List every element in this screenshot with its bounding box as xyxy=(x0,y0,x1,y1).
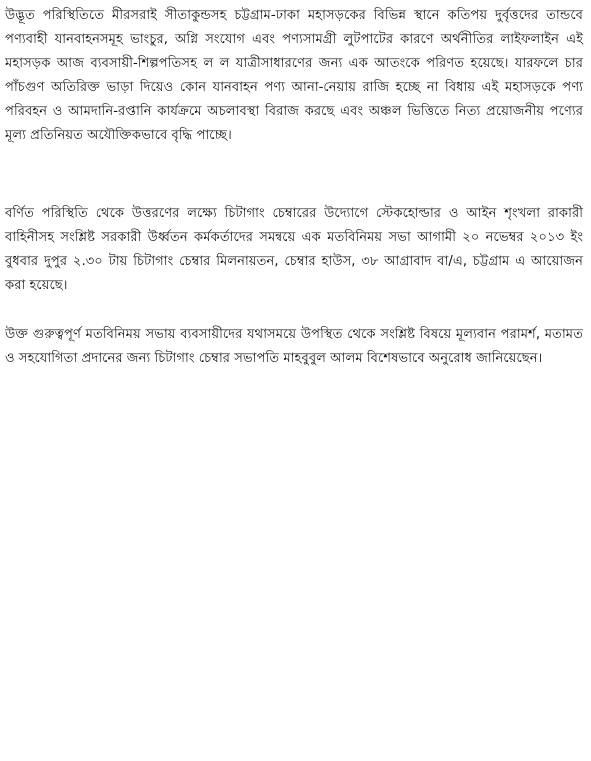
paragraph-request: উক্ত গুরুত্বপূর্ণ মতবিনিময় সভায় ব্যবসায়ীদের যথাসময়ে উপস্থিত থেকে সংশ্লিষ্ট বিষয়ে মূল্যবান পরামর্শ, মতামত ও সহযোগিতা প্রদানের জন্য চিটাগাং চেম্বার সভাপতি মাহবুবুল আলম বিশেষভাবে অনুরোধ জানিয়েছেন। xyxy=(5,327,583,366)
paragraph-meeting-announcement: বর্ণিত পরিস্থিতি থেকে উত্তরণের লক্ষ্যে চিটাগাং চেম্বারের উদ্যোগে স্টেকহোল্ডার ও আইন শৃংখলা রাকারী বাহিনীসহ সংশ্লিষ্ট সরকারী উর্ধ্বতন কর্মকর্তাদের সমন্বয়ে এক মতবিনিময় সভা আগামী ২০ নভেম্বর ২০১৩ ইং বুধবার দুপুর ২.৩০ টায় চিটাগাং চেম্বার মিলনায়তন, চেম্বার হাউস, ৩৮ আগ্রাবাদ বা/এ, চট্টগ্রাম এ আয়োজন করা হয়েছে। xyxy=(5,206,583,293)
paragraph-situation: উদ্ভূত পরিস্থিতিতে মীরসরাই সীতাকুন্ডসহ চট্টগ্রাম-ঢাকা মহাসড়কের বিভিন্ন স্থানে কতিপয় দুর্বৃত্তদের তান্ডবে পণ্যবাহী যানবাহনসমূহ ভাংচুর, অগ্নি সংযোগ এবং পণ্যসামগ্রী লুটপাটের কারণে অর্থনীতির লাইফলাইন এই মহাসড়ক আজ ব্যবসায়ী-শিল্পপতিসহ ল ল যাত্রীসাধারণের জন্য এক আতংকে পরিণত হয়েছে। যারফলে চার পাঁচগুণ অতিরিক্ত ভাড়া দিয়েও কোন যানবাহন পণ্য আনা-নেয়ায় রাজি হচ্ছে না বিধায় এই মহাসড়কে পণ্য পরিবহন ও আমদানি-রপ্তানি কার্যক্রমে অচলাবস্থা বিরাজ করছে এবং অঞ্চল ভিত্তিতে নিত্য প্রয়োজনীয় পণ্যের মূল্য প্রতিনিয়ত অযৌক্তিকভাবে বৃদ্ধি পাচ্ছে। xyxy=(5,8,583,143)
